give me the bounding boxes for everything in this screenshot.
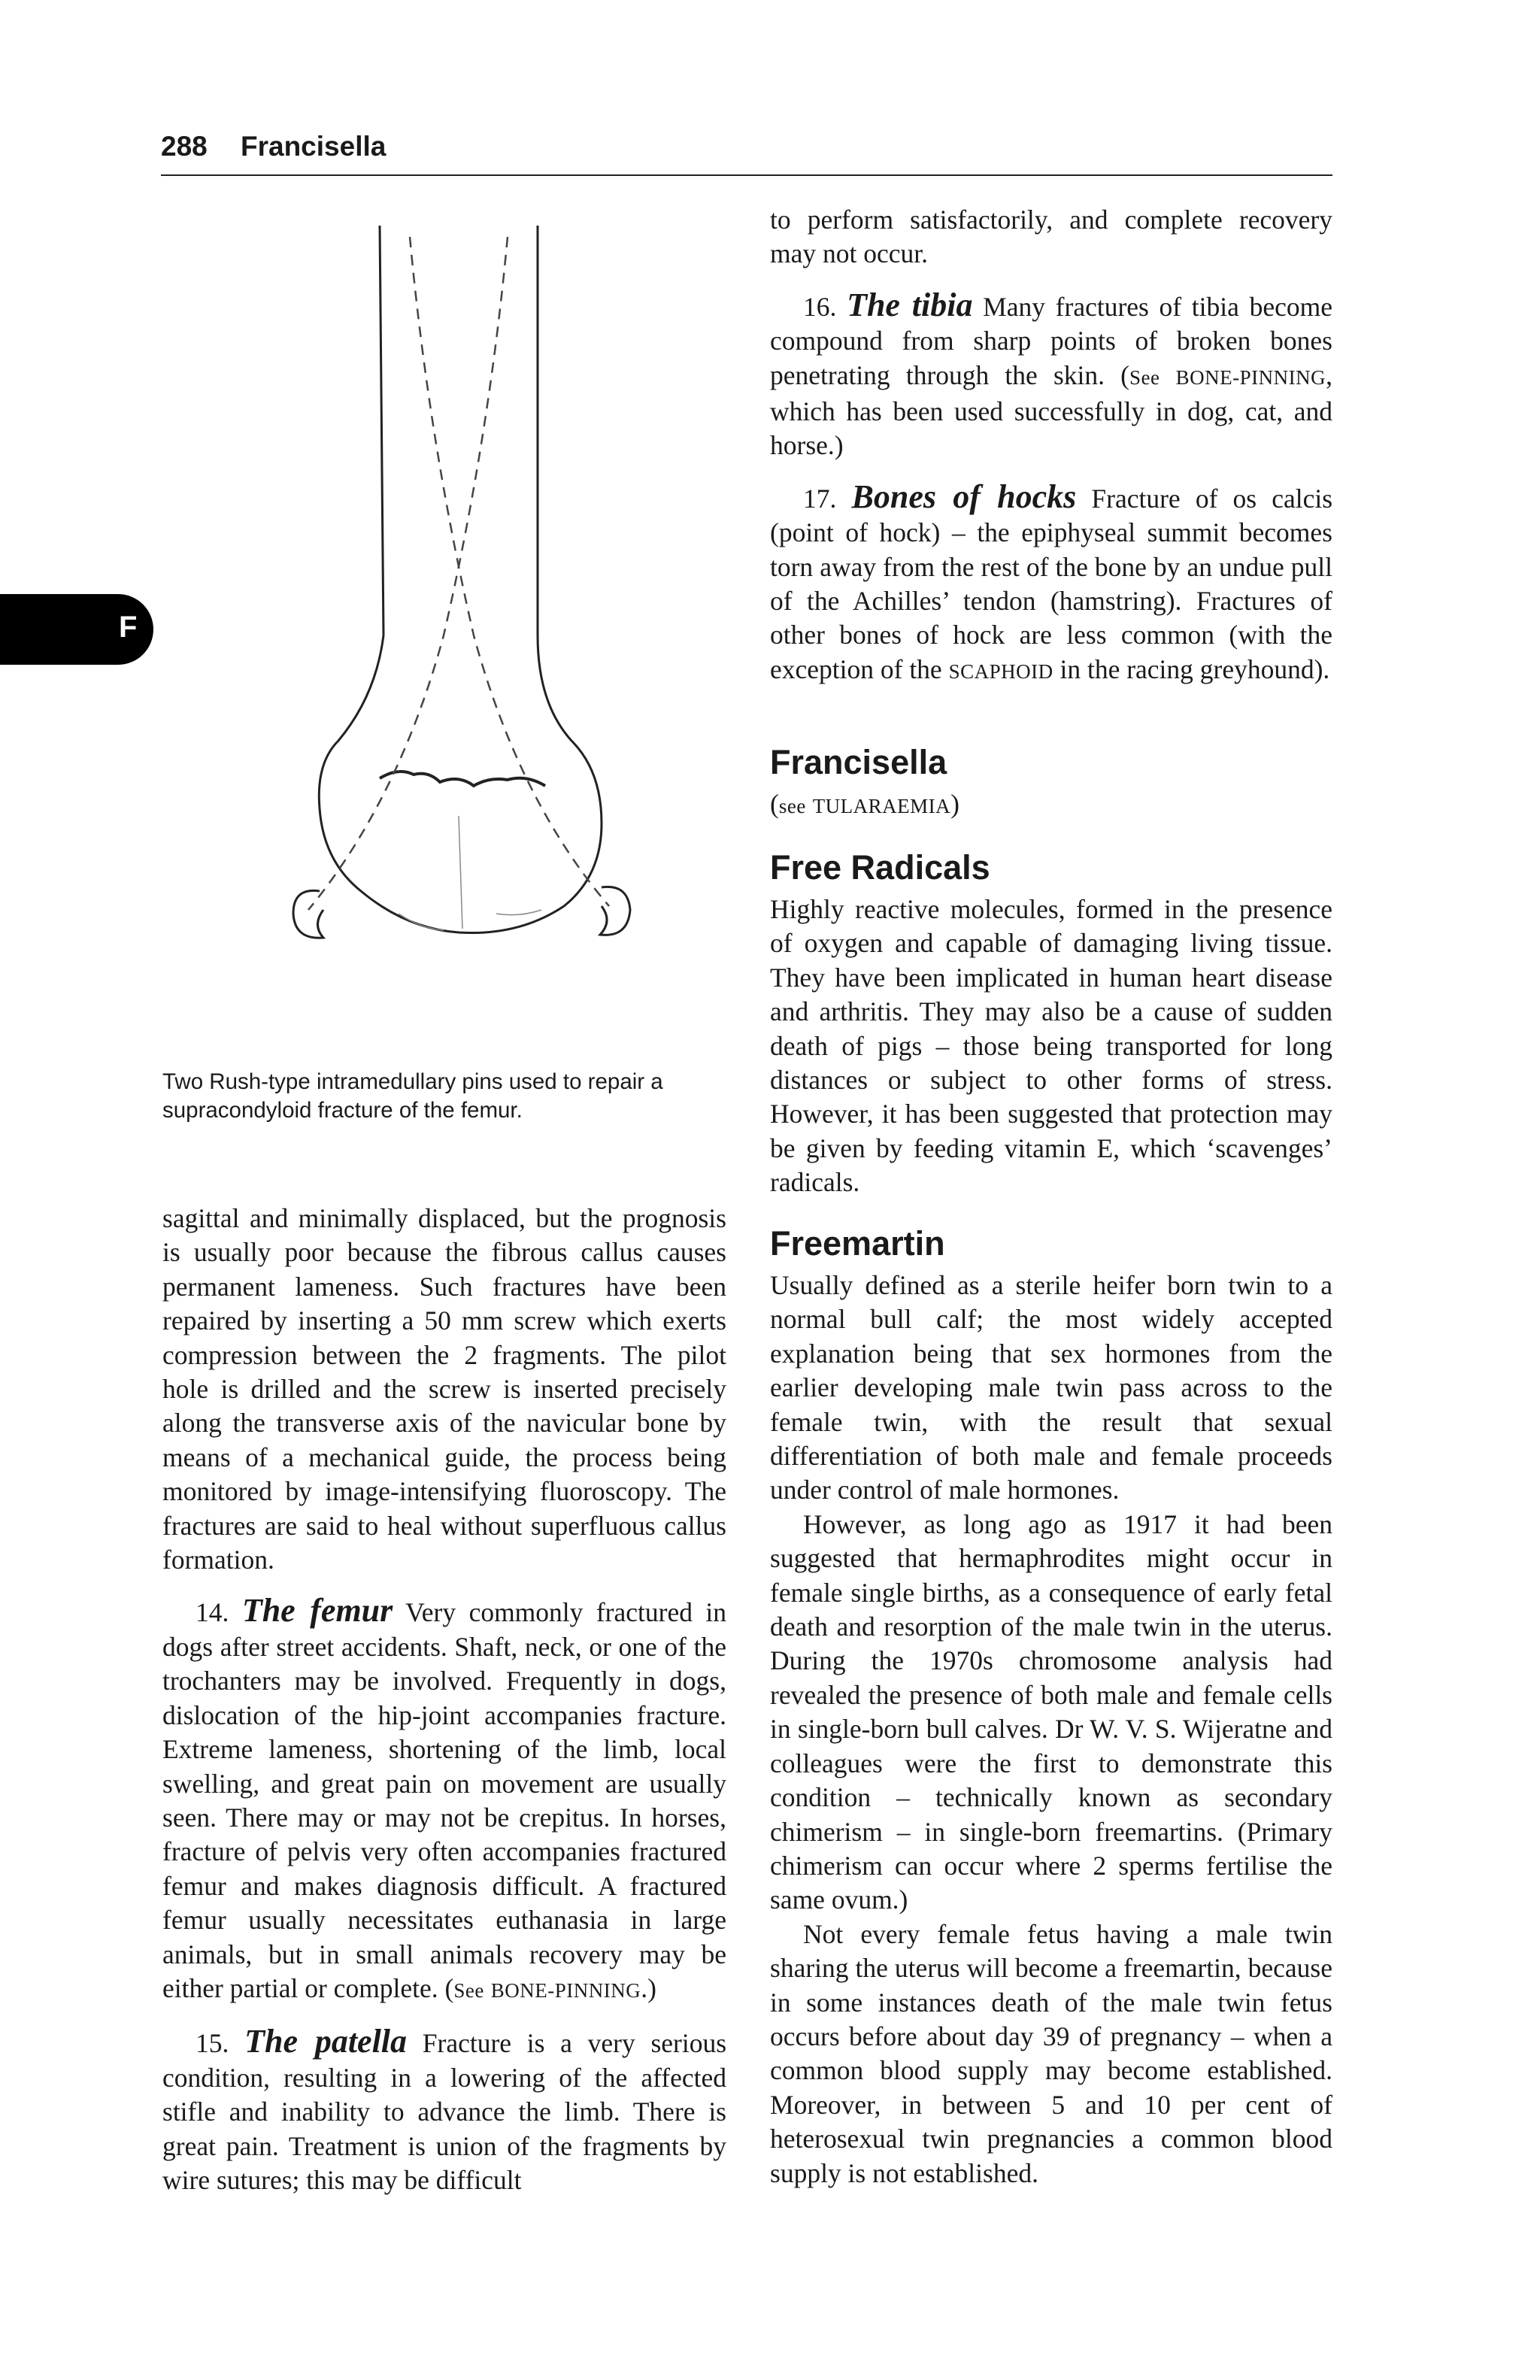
entry-paragraph-1: Usually defined as a sterile heifer born twin to a normal bull calf; the most widely accepted explanation being that sex hormones from the earlier developing male twin pass across to the female twin, with the result that sexual differentiation of both male and female proceeds under control of male hormones. — [770, 1270, 1332, 1505]
item-title: Bones of hocks — [851, 478, 1077, 515]
item-number: 17. — [803, 483, 837, 514]
page-number: 288 — [161, 131, 208, 162]
pin-right — [308, 237, 508, 910]
condyle-right — [600, 887, 630, 935]
item-femur — [162, 1593, 726, 2008]
running-head-title: Francisella — [241, 131, 387, 162]
shading — [399, 816, 541, 930]
item-end: , which has been used successfully in dog, cat, and horse.) — [770, 359, 1332, 461]
item-title: The patella — [244, 2023, 408, 2060]
item-title: The tibia — [847, 286, 973, 323]
cross-reference: TULARAEMIA — [812, 795, 951, 817]
item-text: Fracture of os calcis (point of hock) – the epiphyseal summit becomes torn away from the rest of the bone by an undue pull of the Achilles’ tendon (hamstring). Fractures of other bones of hock are less common (with the exception of the — [770, 483, 1333, 684]
entry-text: Highly reactive molecules, formed in the presence of oxygen and capable of damaging living tissue. They have been implicated in human heart disease and arthritis. They may also be a cause of sudden death of pigs – those being transported for long distances or subject to other forms of stress. However, it has been suggested that protection may be given by feeding vitamin E, which ‘scavenges’ radicals. — [770, 894, 1332, 1198]
see-word: see — [778, 795, 806, 817]
item-text: Fracture is a very serious condition, resulting in a lowering of the affected stifle and inability to advance the limb. There is great pain. Treatment is union of the fragments by wire sutures; this may be difficult — [162, 2028, 727, 2195]
entry-freemartin — [770, 1222, 1332, 2191]
left-column — [162, 1202, 726, 2197]
entry-francisella — [770, 741, 1332, 823]
entry-free-radicals — [770, 846, 1332, 1200]
pin-left — [410, 237, 609, 906]
item-end: in the racing greyhound). — [1053, 653, 1330, 684]
bone-outline — [319, 226, 602, 933]
entry-heading: Francisella — [770, 743, 947, 781]
running-header — [161, 128, 1332, 176]
entry-paragraph-2: However, as long ago as 1917 it had been suggested that hermaphrodites might occur in female single births, as a consequence of early fetal death and resorption of the male twin in the uterus. During the 1970s chromosome analysis had revealed the presence of both male and female cells in single-born bull calves. Dr W. V. S. Wijeratne and colleagues were the first to demonstrate this condition – technically known as secondary chimerism – in single-born freemartins. (Primary chimerism can occur where 2 sperms fertilise the same ovum.) — [770, 1508, 1332, 1915]
cross-reference: BONE-PINNING — [490, 1978, 641, 2002]
item-number: 14. — [196, 1597, 229, 1628]
item-end: .) — [641, 1972, 656, 2003]
see-word: See — [453, 1978, 484, 2002]
figure-caption: Two Rush-type intramedullary pins used to repair a supracondyloid fracture of the femur. — [162, 1069, 663, 1123]
item-title: The femur — [241, 1592, 393, 1630]
paren-close: ) — [950, 789, 959, 819]
item-text: Very commonly fractured in dogs after street accidents. Shaft, neck, or one of the trochanters may be involved. Frequently in dogs, dislocation of the hip-joint accompanies fracture. Extreme lameness, shortening of the limb, local swelling, and great pain on movement are usually seen. There may or may not be crepitus. In horses, fracture of pelvis very often accompanies fractured femur and makes diagnosis difficult. A fractured femur usually necessitates euthanasia in large animals, but in small animals recovery may be either partial or complete. ( — [162, 1597, 727, 2003]
thumb-index-letter: F — [119, 611, 138, 644]
item-patella — [162, 2024, 726, 2197]
right-column-top — [770, 203, 1332, 689]
femur-illustration — [248, 214, 669, 1049]
item-number: 15. — [196, 2028, 229, 2059]
fracture-line — [380, 772, 545, 786]
item-hocks — [770, 480, 1332, 689]
item-number: 16. — [803, 291, 837, 322]
cross-reference: BONE-PINNING — [1175, 365, 1326, 389]
entry-heading: Free Radicals — [770, 848, 990, 887]
item-tibia — [770, 288, 1332, 463]
entry-heading: Freemartin — [770, 1224, 945, 1263]
continued-paragraph: sagittal and minimally displaced, but the prognosis is usually poor because the fibrous callus causes permanent lameness. Such fractures have been repaired by inserting a 50 mm screw which exerts compression between the 2 fragments. The pilot hole is drilled and the screw is inserted precisely along the transverse axis of the navicular bone by means of a mechanical guide, the process being monitored by image-intensifying fluoroscopy. The fractures are said to heal without superfluous callus formation. — [162, 1203, 726, 1575]
thumb-index-tab — [0, 594, 153, 665]
continued-paragraph: to perform satisfactorily, and complete recovery may not occur. — [770, 205, 1332, 269]
see-word: See — [1129, 365, 1160, 389]
item-text: Many fractures of tibia become compound from sharp points of broken bones penetrating through the skin. ( — [770, 291, 1332, 390]
cross-reference: SCAPHOID — [948, 659, 1053, 683]
femur-drawing — [248, 214, 669, 1049]
entry-paragraph-3: Not every female fetus having a male twin sharing the uterus will become a freemartin, because in some instances death of the male twin fetus occurs before about day 39 of pregnancy – when a common blood supply may become established. Moreover, in between 5 and 10 per cent of heterosexual twin pregnancies a common blood supply is not established. — [770, 1918, 1332, 2188]
see-reference — [770, 787, 1332, 823]
paren-open: ( — [770, 789, 779, 819]
